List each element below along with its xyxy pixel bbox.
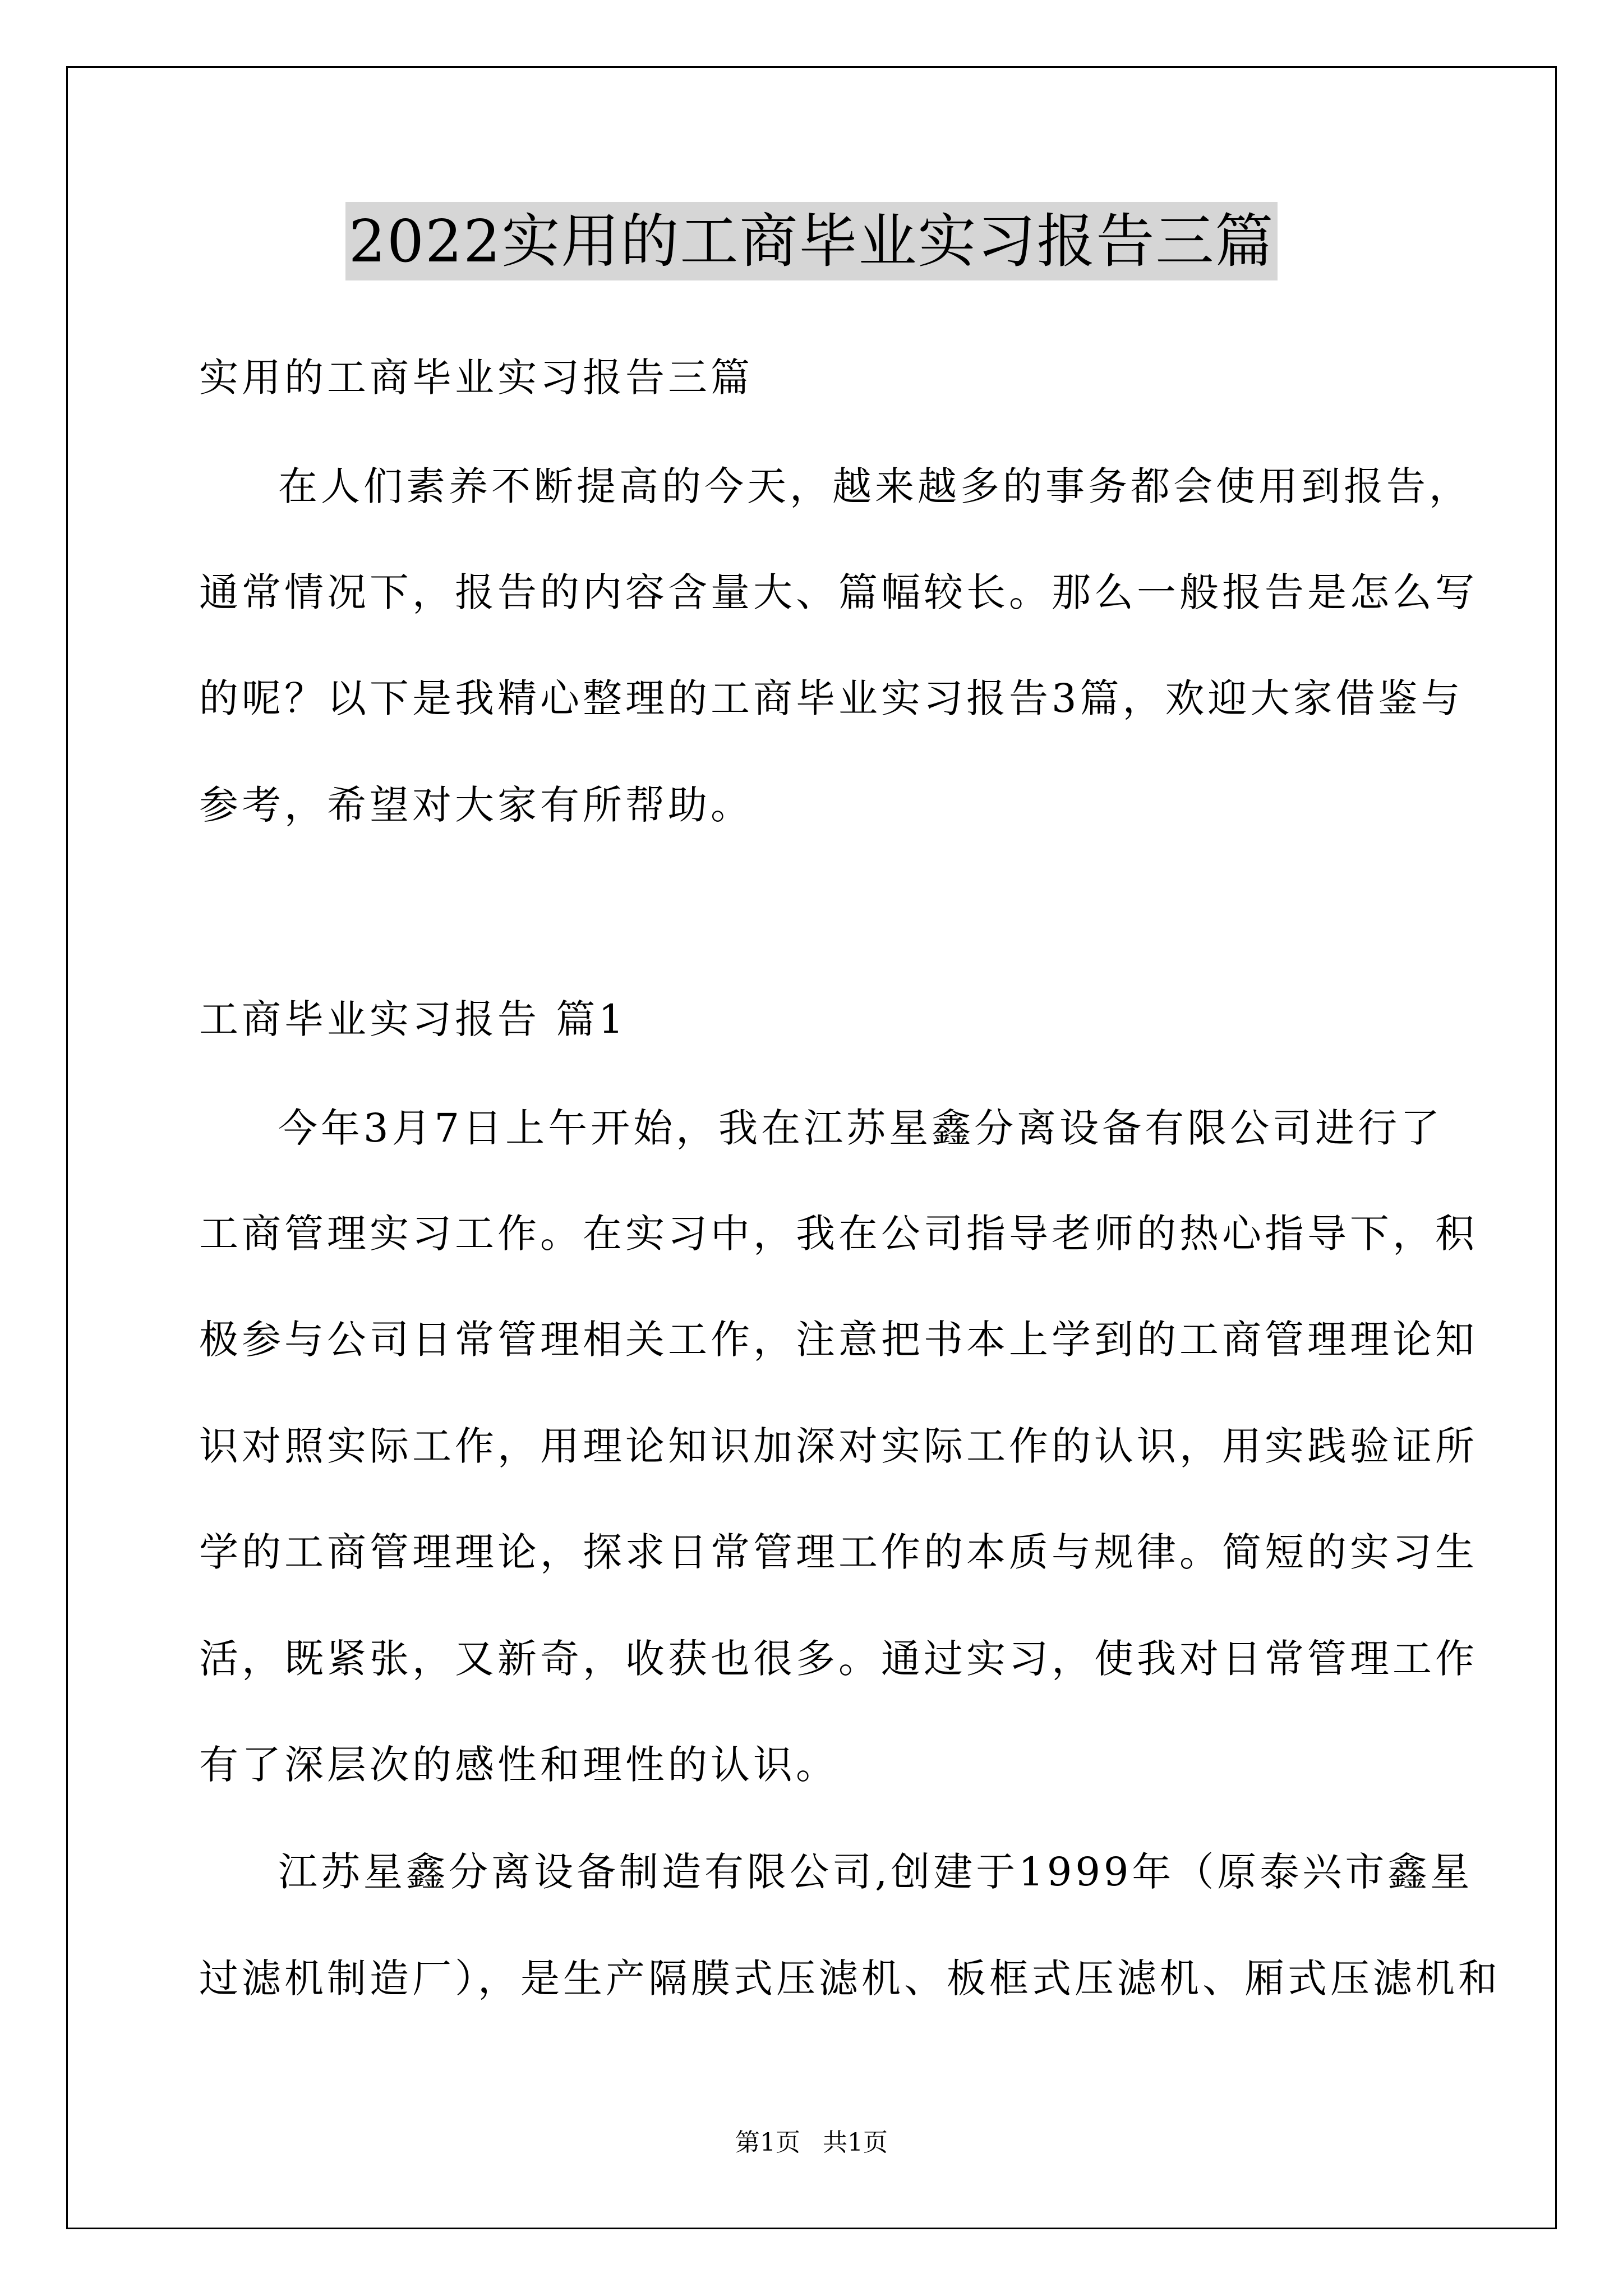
title-container <box>0 202 1623 280</box>
paragraph-line: 活，既紧张，又新奇，收获也很多。通过实习，使我对日常管理工作 <box>199 1636 1478 1682</box>
paragraph-line: 极参与公司日常管理相关工作，注意把书本上学到的工商管理理论知 <box>199 1317 1478 1363</box>
paragraph-line: 识对照实际工作，用理论知识加深对实际工作的认识，用实践验证所 <box>199 1423 1478 1469</box>
page-footer <box>0 2126 1623 2160</box>
document-title: 2022实用的工商毕业实习报告三篇 <box>345 202 1278 280</box>
paragraph-line: 在人们素养不断提高的今天，越来越多的事务都会使用到报告， <box>278 463 1472 509</box>
page-total: 共1页 <box>823 2128 888 2157</box>
paragraph-line: 有了深层次的感性和理性的认识。 <box>199 1742 838 1788</box>
section-heading: 工商毕业实习报告 篇1 <box>199 996 627 1042</box>
subtitle-line: 实用的工商毕业实习报告三篇 <box>199 355 753 401</box>
page-number: 第1页 <box>735 2128 800 2157</box>
paragraph-line: 学的工商管理理论，探求日常管理工作的本质与规律。简短的实习生 <box>199 1529 1478 1575</box>
paragraph-line: 通常情况下，报告的内容含量大、篇幅较长。那么一般报告是怎么写 <box>199 569 1478 615</box>
paragraph-line: 过滤机制造厂），是生产隔膜式压滤机、板框式压滤机、厢式压滤机和 <box>199 1955 1501 2001</box>
paragraph-line: 参考，希望对大家有所帮助。 <box>199 782 753 828</box>
paragraph-line: 的呢？以下是我精心整理的工商毕业实习报告3篇，欢迎大家借鉴与 <box>199 675 1464 721</box>
paragraph-line: 今年3月7日上午开始，我在江苏星鑫分离设备有限公司进行了 <box>278 1105 1444 1151</box>
paragraph-line: 工商管理实习工作。在实习中，我在公司指导老师的热心指导下，积 <box>199 1211 1478 1257</box>
paragraph-line: 江苏星鑫分离设备制造有限公司,创建于1999年（原泰兴市鑫星 <box>278 1849 1473 1895</box>
